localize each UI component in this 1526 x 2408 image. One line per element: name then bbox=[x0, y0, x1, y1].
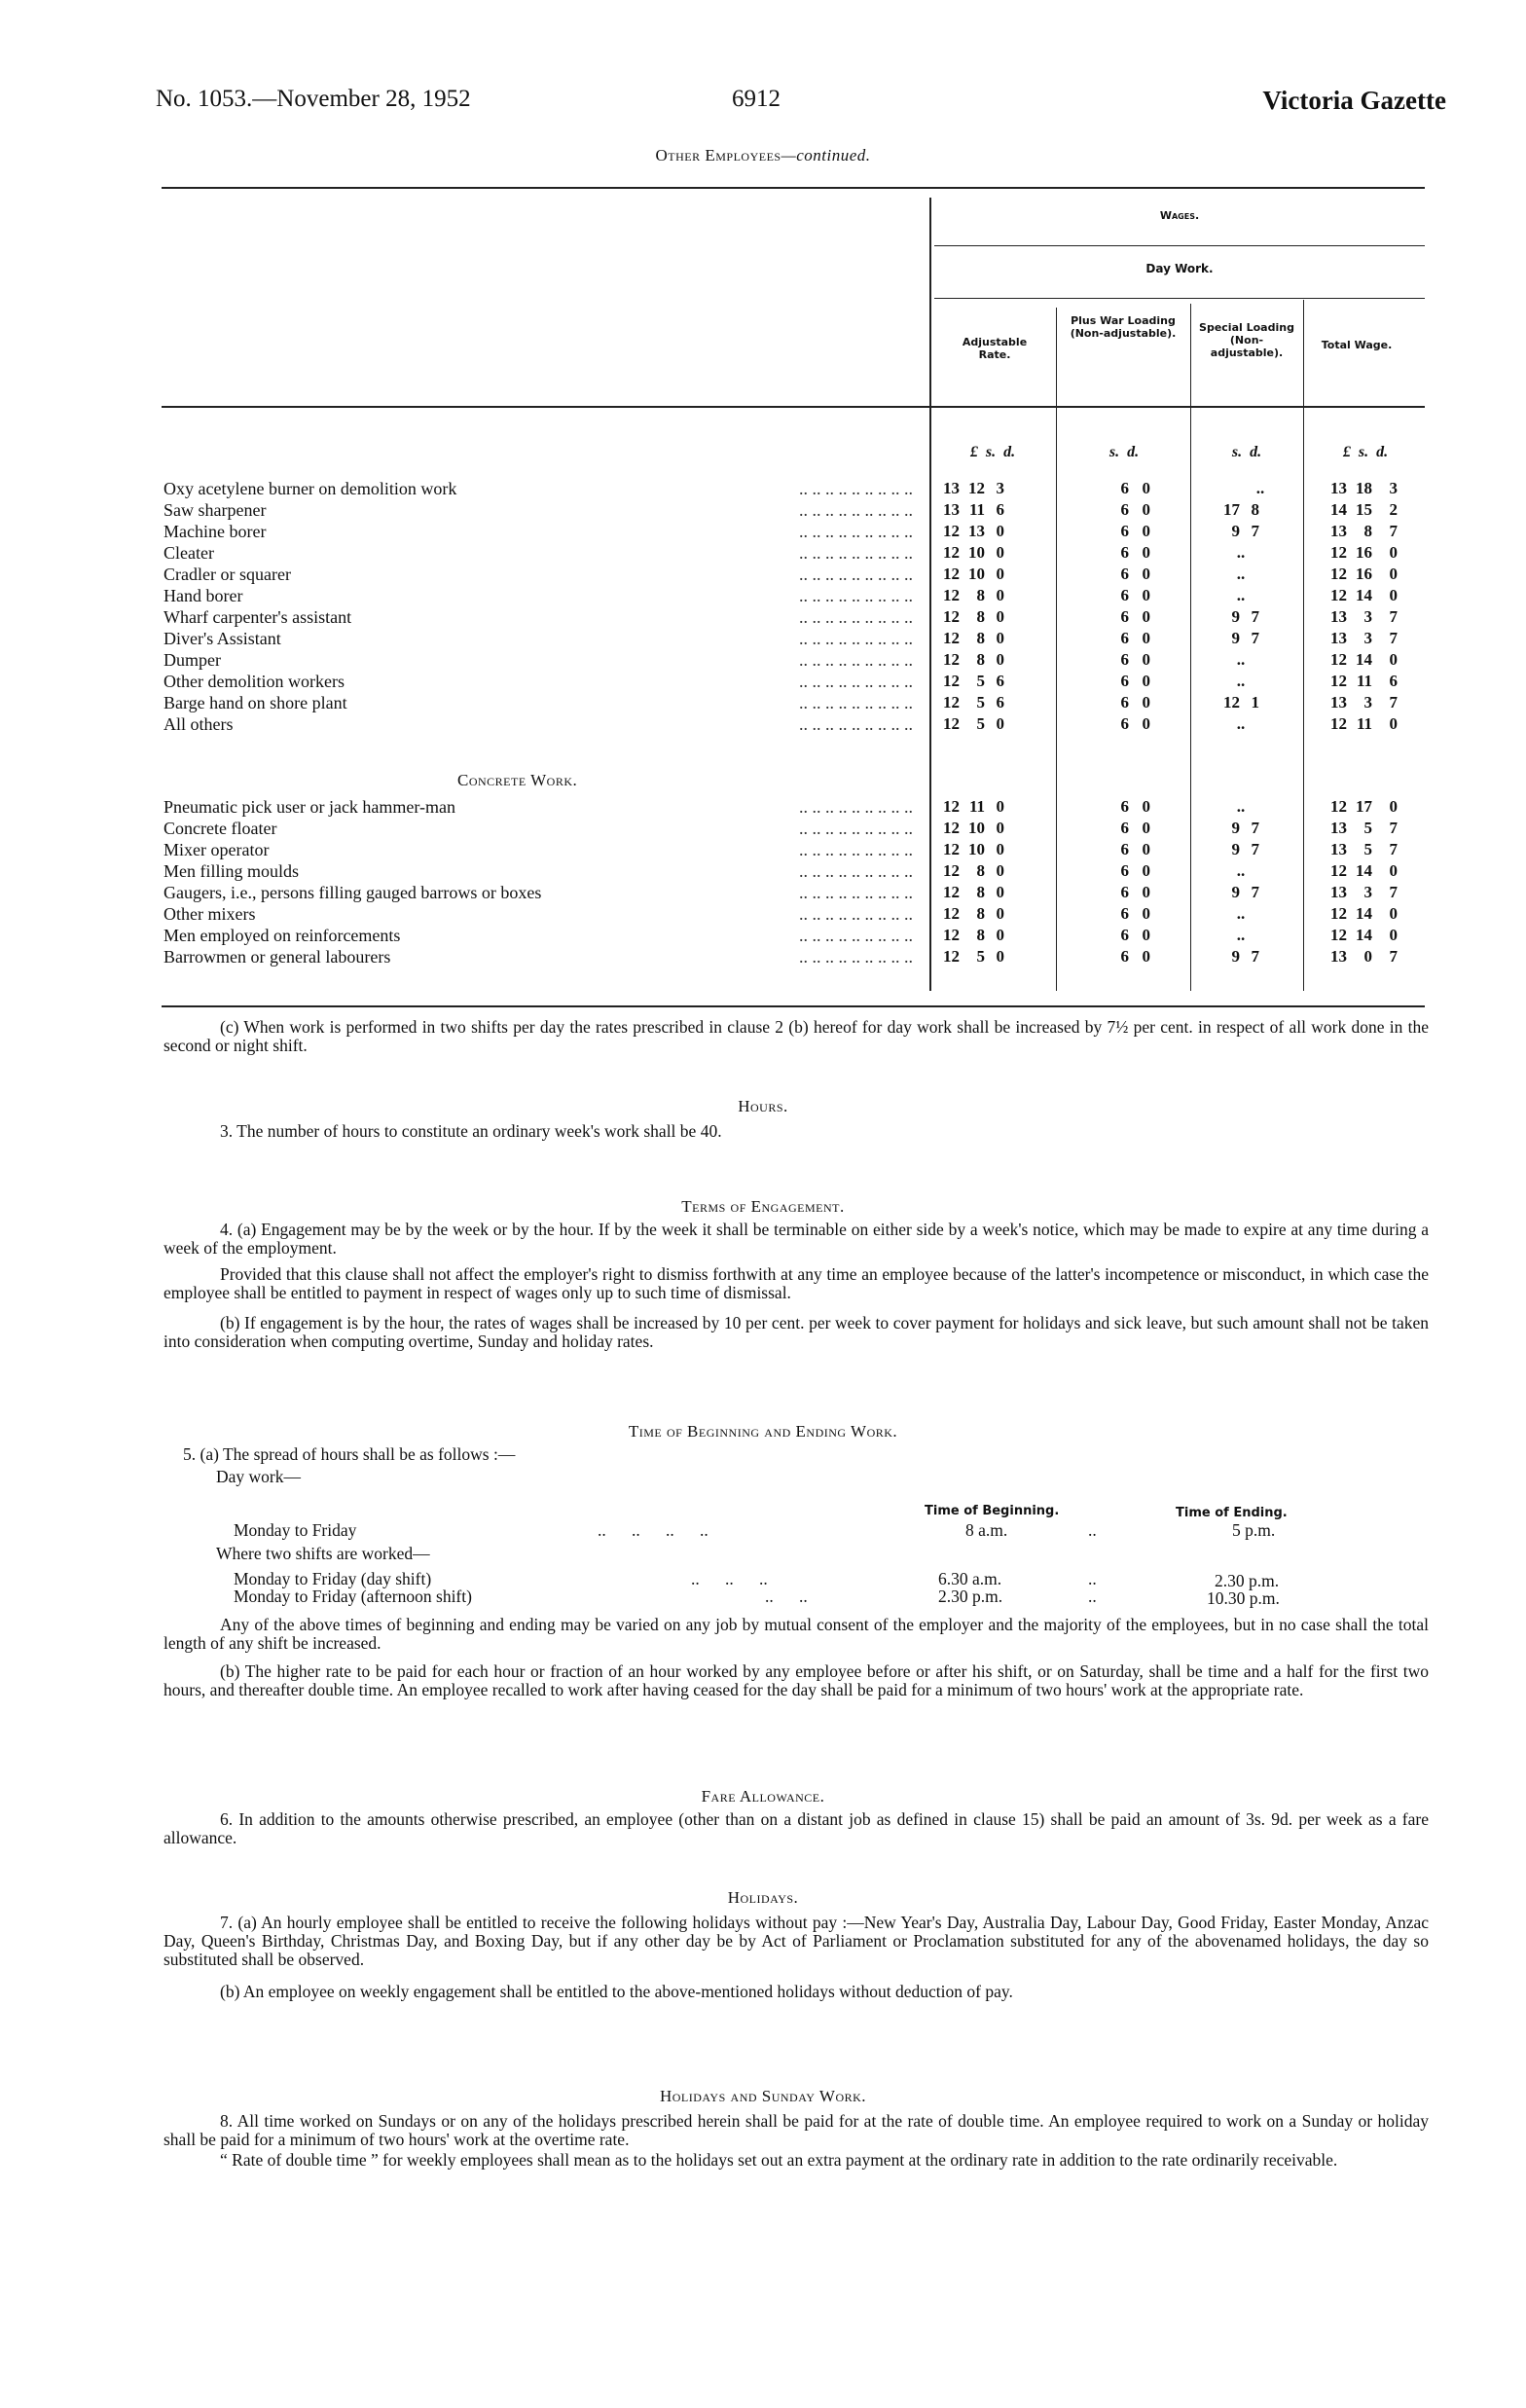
value-row: 12 8 0 6 0 9 7 13 3 7 bbox=[943, 883, 1398, 901]
concrete-work-title: Concrete Work. bbox=[457, 771, 578, 789]
daywork-header: Day Work. bbox=[1145, 262, 1214, 275]
times-row-label: Monday to Friday bbox=[234, 1520, 357, 1540]
unit-total: £ s. d. bbox=[1342, 444, 1389, 460]
value-row: 12 5 0 6 0 .. 12 11 0 bbox=[943, 714, 1398, 733]
table-row: Other demolition workers .. .. .. .. .. .. .. .. .. bbox=[164, 672, 913, 691]
value-row: 12 10 0 6 0 .. 12 16 0 bbox=[943, 565, 1398, 583]
table-row: Hand borer .. .. .. .. .. .. .. .. .. bbox=[164, 586, 913, 605]
times-row-label: Monday to Friday (day shift) bbox=[234, 1569, 432, 1588]
table-row: Other mixers .. .. .. .. .. .. .. .. .. bbox=[164, 904, 913, 924]
times-row-dots: .. .. .. bbox=[691, 1569, 768, 1588]
fare-title: Fare Allowance. bbox=[701, 1787, 825, 1806]
table-row: Wharf carpenter's assistant .. .. .. .. .. .. .. .. .. bbox=[164, 607, 913, 627]
times-row-end: 5 p.m. bbox=[1232, 1520, 1276, 1540]
table-row: Men employed on reinforcements .. .. .. .. .. .. .. .. .. bbox=[164, 926, 913, 945]
col-header-adjustable: Adjustable Rate. bbox=[962, 336, 1028, 361]
table-row: Mixer operator .. .. .. .. .. .. .. .. .. bbox=[164, 840, 913, 859]
times-row-begin: 8 a.m. bbox=[965, 1520, 1008, 1540]
value-row: 12 5 6 6 0 12 1 13 3 7 bbox=[943, 693, 1398, 711]
times-row-end: 2.30 p.m. bbox=[1215, 1571, 1280, 1590]
table-row: Cradler or squarer .. .. .. .. .. .. .. .. .. bbox=[164, 565, 913, 584]
holidays-title: Holidays. bbox=[727, 1888, 799, 1907]
value-row: 12 8 0 6 0 .. 12 14 0 bbox=[943, 926, 1398, 944]
times-title: Time of Beginning and Ending Work. bbox=[628, 1422, 898, 1441]
times-row-mid-dots: .. bbox=[1088, 1569, 1097, 1588]
col-header-war-loading: Plus War Loading (Non-adjustable). bbox=[1070, 314, 1177, 340]
value-row: 12 5 6 6 0 .. 12 11 6 bbox=[943, 672, 1398, 690]
times-intro: 5. (a) The spread of hours shall be as follows :— bbox=[183, 1444, 516, 1464]
table-row: Barge hand on shore plant .. .. .. .. .. .. .. .. .. bbox=[164, 693, 913, 712]
section2-values bbox=[934, 796, 1425, 967]
times-row-mid-dots: .. bbox=[1088, 1587, 1097, 1606]
hours-title: Hours. bbox=[738, 1097, 788, 1115]
value-row: 13 12 3 6 0 .. 13 18 3 bbox=[943, 479, 1398, 497]
col-header-special-loading: Special Loading (Non-adjustable). bbox=[1199, 321, 1294, 359]
table-top-rule bbox=[162, 187, 1425, 189]
terms-title: Terms of Engagement. bbox=[681, 1197, 845, 1216]
table-row: Concrete floater .. .. .. .. .. .. .. .. .. bbox=[164, 819, 913, 838]
value-row: 12 11 0 6 0 .. 12 17 0 bbox=[943, 797, 1398, 816]
table-row: Diver's Assistant .. .. .. .. .. .. .. .. .. bbox=[164, 629, 913, 648]
unit-special-loading: s. d. bbox=[1231, 444, 1262, 460]
daywork-rule bbox=[934, 298, 1425, 299]
times-row-begin: 6.30 a.m. bbox=[938, 1569, 1002, 1588]
section1-values bbox=[934, 478, 1425, 735]
table-row: Dumper .. .. .. .. .. .. .. .. .. bbox=[164, 650, 913, 670]
value-row: 12 10 0 6 0 .. 12 16 0 bbox=[943, 543, 1398, 562]
page-number: 6912 bbox=[732, 86, 781, 112]
value-row: 12 10 0 6 0 9 7 13 5 7 bbox=[943, 840, 1398, 858]
value-row: 12 8 0 6 0 .. 12 14 0 bbox=[943, 861, 1398, 880]
table-divider bbox=[929, 198, 931, 991]
header-bottom-rule bbox=[162, 406, 1425, 408]
times-row-label: Monday to Friday (afternoon shift) bbox=[234, 1587, 472, 1606]
occupation-list-concrete bbox=[164, 796, 913, 967]
table-row: Barrowmen or general labourers .. .. .. .. .. .. .. .. .. bbox=[164, 947, 913, 967]
sunday-work-title: Holidays and Sunday Work. bbox=[659, 2087, 867, 2105]
two-shifts-label: Where two shifts are worked— bbox=[216, 1544, 430, 1563]
table-row: All others .. .. .. .. .. .. .. .. .. bbox=[164, 714, 913, 734]
publication-title: Victoria Gazette bbox=[1262, 86, 1446, 115]
times-row-dots: .. .. .. .. bbox=[598, 1520, 708, 1540]
terms-text: 4. (a) Engagement may be by the week or by the hour. If by the week it shall be terminable on either side by a week's notice, which may be made to expire at any time during a week of the employment. Provided that this clause shall not affect the employer's right to dismiss forthwith at any time an employee because of the latter's incompetence or misconduct, in which case the employee shall be entitled to payment in respect of wages only up to such time of dismissal. (b) If engagement is by the hour, the rates of wages shall be increased by 10 per cent. per week to cover payment for holidays and sick leave, but such amount shall not be taken into consideration when computing overtime, Sunday and holiday rates. bbox=[164, 1220, 1429, 1351]
col-time-begin: Time of Beginning. bbox=[925, 1504, 1060, 1518]
holidays-text: 7. (a) An hourly employee shall be entitled to receive the following holidays without pay :—New Year's Day, Australia Day, Labour Day, Good Friday, Easter Monday, Anzac Day, Queen's Birthday, Christmas Day, and Boxing Day, but if any other day be by Act of Parliament or Proclamation substituted for any of the abovenamed holidays, the day so substituted shall be observed. (b) An employee on weekly engagement shall be entitled to the above-mentioned holidays without deduction of pay. bbox=[164, 1913, 1429, 2001]
day-work-label: Day work— bbox=[216, 1467, 301, 1486]
times-text: Any of the above times of beginning and ending may be varied on any job by mutual consent of the employer and the majority of the employees, but in no case shall the total length of any shift be increased. (b) The higher rate to be paid for each hour or fraction of an hour worked by any employee before or after his shift, or on Saturday, shall be time and a half for the first two hours, and thereafter double time. An employee recalled to work after having ceased for the day shall be paid for a minimum of two hours' work at the appropriate rate. bbox=[164, 1615, 1429, 1699]
table-caption: Other Employees—continued. bbox=[655, 146, 871, 164]
table-row: Oxy acetylene burner on demolition work .. .. .. .. .. .. .. .. .. bbox=[164, 479, 913, 498]
col-time-end: Time of Ending. bbox=[1176, 1506, 1288, 1520]
wages-rule bbox=[934, 245, 1425, 246]
value-row: 13 11 6 6 0 17 8 14 15 2 bbox=[943, 500, 1398, 519]
unit-adjustable: £ s. d. bbox=[969, 444, 1016, 460]
clause-2c: (c) When work is performed in two shifts per day the rates prescribed in clause 2 (b) hereof for day work shall be increased by 7½ per cent. in respect of all work done in the second or night shift. bbox=[164, 1017, 1429, 1055]
times-row-begin: 2.30 p.m. bbox=[938, 1587, 1003, 1606]
unit-war-loading: s. d. bbox=[1108, 444, 1140, 460]
fare-text: 6. In addition to the amounts otherwise prescribed, an employee (other than on a distant job as defined in clause 15) shall be paid an amount of 3s. 9d. per week as a fare allowance. bbox=[164, 1809, 1429, 1847]
times-row-dots: .. .. bbox=[765, 1587, 808, 1606]
value-row: 12 13 0 6 0 9 7 13 8 7 bbox=[943, 522, 1398, 540]
value-row: 12 8 0 6 0 .. 12 14 0 bbox=[943, 586, 1398, 604]
table-bottom-rule bbox=[162, 1005, 1425, 1007]
times-row-end: 10.30 p.m. bbox=[1207, 1588, 1280, 1608]
value-row: 12 8 0 6 0 .. 12 14 0 bbox=[943, 904, 1398, 923]
table-row: Gaugers, i.e., persons filling gauged barrows or boxes .. .. .. .. .. .. .. .. .. bbox=[164, 883, 913, 902]
value-row: 12 8 0 6 0 9 7 13 3 7 bbox=[943, 607, 1398, 626]
value-row: 12 8 0 6 0 9 7 13 3 7 bbox=[943, 629, 1398, 647]
times-row-mid-dots: .. bbox=[1088, 1520, 1097, 1540]
value-row: 12 5 0 6 0 9 7 13 0 7 bbox=[943, 947, 1398, 966]
occupation-list bbox=[164, 478, 913, 735]
col-header-total: Total Wage. bbox=[1321, 339, 1393, 351]
value-row: 12 10 0 6 0 9 7 13 5 7 bbox=[943, 819, 1398, 837]
table-row: Saw sharpener .. .. .. .. .. .. .. .. .. bbox=[164, 500, 913, 520]
hours-text: 3. The number of hours to constitute an ordinary week's work shall be 40. bbox=[220, 1121, 722, 1141]
table-row: Machine borer .. .. .. .. .. .. .. .. .. bbox=[164, 522, 913, 541]
table-row: Pneumatic pick user or jack hammer-man .. .. .. .. .. .. .. .. .. bbox=[164, 797, 913, 817]
sunday-work-text: 8. All time worked on Sundays or on any of the holidays prescribed herein shall be paid for at the rate of double time. An employee required to work on a Sunday or holiday shall be paid for a minimum of two hours' work at the overtime rate. “ Rate of double time ” for weekly employees shall mean as to the holidays set out an extra payment at the ordinary rate in addition to the rate ordinarily receivable. bbox=[164, 2111, 1429, 2170]
table-row: Men filling moulds .. .. .. .. .. .. .. .. .. bbox=[164, 861, 913, 881]
value-row: 12 8 0 6 0 .. 12 14 0 bbox=[943, 650, 1398, 669]
table-row: Cleater .. .. .. .. .. .. .. .. .. bbox=[164, 543, 913, 563]
wages-header: Wages. bbox=[1159, 209, 1200, 222]
issue-date: No. 1053.—November 28, 1952 bbox=[156, 86, 471, 112]
